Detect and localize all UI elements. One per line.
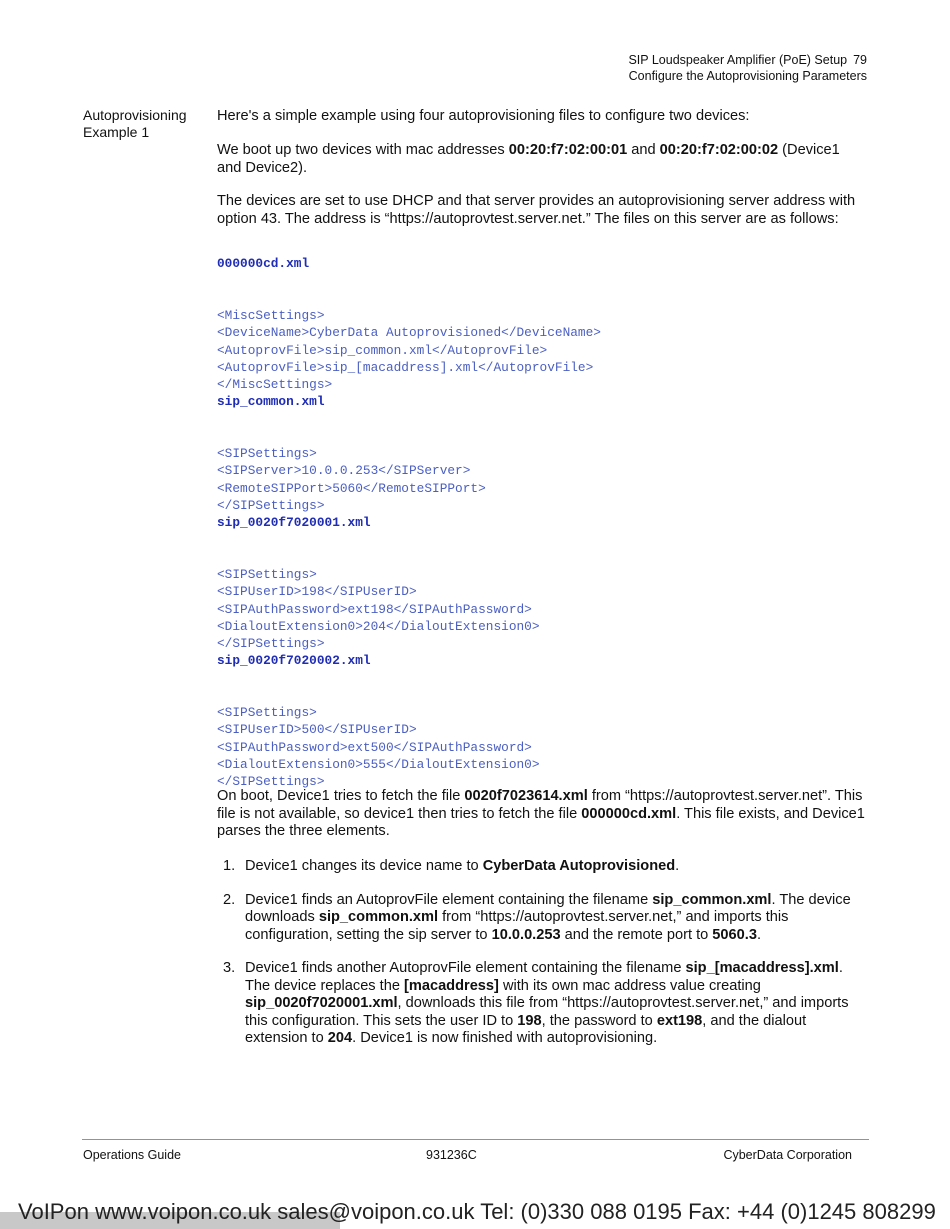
code-line: <SIPAuthPassword>ext500</SIPAuthPassword> (217, 739, 532, 755)
boot-text-pre: We boot up two devices with mac addresses (217, 142, 509, 158)
code-line: <SIPSettings> (217, 567, 317, 583)
step-text-part: Device1 finds an AutoprovFile element containing the filename (245, 891, 653, 908)
intro-paragraph: Here's a simple example using four autoprovisioning files to configure two devices: (217, 108, 750, 124)
list-item (217, 892, 867, 945)
code-line: <DialoutExtension0>204</DialoutExtension0> (217, 618, 540, 634)
step-text-bold: ext198 (656, 1012, 703, 1029)
dhcp-paragraph: The devices are set to use DHCP and that server provides an autoprovisioning server address with option 43. The address is “https://autoprovtest.server.net.” The files on this server are as follows: (217, 193, 856, 227)
step-text-bold: sip_0020f7020001.xml (245, 995, 398, 1011)
onboot-text-1: On boot, Device1 tries to fetch the file (217, 788, 465, 804)
header-title: SIP Loudspeaker Amplifier (PoE) Setup (628, 53, 848, 67)
list-item (217, 858, 867, 876)
step-text-bold: sip_[macaddress].xml (685, 960, 839, 976)
file-name: sip_0020f7020001.xml (217, 515, 371, 530)
step-text-part: Device1 finds another AutoprovFile element containing the filename (245, 960, 686, 976)
step-text-part: . The device downloads (245, 891, 851, 925)
step-text-part: , and the dialout extension to (245, 1012, 807, 1046)
header-section-title: Configure the Autoprovisioning Parameters (628, 69, 867, 83)
code-line: <RemoteSIPPort>5060</RemoteSIPPort> (217, 480, 486, 496)
code-line: </SIPSettings> (217, 774, 325, 790)
step-number: 3. (223, 960, 236, 976)
step-text-part: . (675, 858, 680, 874)
mac-address-1: 00:20:f7:02:00:01 (508, 142, 628, 158)
file-name: sip_0020f7020002.xml (217, 653, 371, 668)
step-text-bold: 10.0.0.253 (491, 926, 561, 943)
footer-rule (82, 1139, 869, 1140)
mac-address-2: 00:20:f7:02:00:02 (659, 142, 779, 158)
step-text-part: and the remote port to (560, 926, 713, 943)
steps-list (217, 858, 867, 1064)
step-text-bold: 198 (517, 1012, 542, 1029)
file-name: 000000cd.xml (217, 256, 310, 271)
side-heading-line2: Example 1 (83, 124, 150, 140)
step-text-part: , the password to (541, 1012, 657, 1029)
step-number: 2. (223, 891, 236, 908)
list-item (217, 960, 867, 1048)
onboot-file-2: 000000cd.xml (581, 805, 677, 822)
code-line: <DialoutExtension0>555</DialoutExtension0> (217, 756, 540, 772)
code-line: <SIPSettings> (217, 705, 317, 721)
code-line: <MiscSettings> (217, 308, 325, 324)
step-text-part: from “https://autoprovtest.server.net,” and imports this configuration, setting the sip server to (245, 909, 789, 943)
step-text-part: . (756, 926, 761, 943)
watermark-text: VoIPon www.voipon.co.uk sales@voipon.co.uk Tel: (0)330 088 0195 Fax: +44 (0)1245 808299 (18, 1199, 936, 1224)
step-text-bold: sip_common.xml (318, 909, 439, 925)
step-number: 1. (223, 858, 236, 874)
side-heading (83, 107, 203, 141)
code-line: <AutoprovFile>sip_[macaddress].xml</AutoprovFile> (217, 359, 594, 375)
step-text (245, 960, 849, 1046)
page-number: 79 (853, 53, 867, 67)
step-text (245, 858, 679, 874)
boot-text-and: and (627, 142, 660, 158)
running-header (628, 53, 867, 67)
boot-text-post: (Device1 and Device2). (217, 142, 840, 176)
onboot-text-3: . This file exists, and Device1 parses the three elements. (217, 805, 865, 839)
code-line: <SIPUserID>500</SIPUserID> (217, 722, 417, 738)
step-text-bold: 204 (327, 1030, 353, 1046)
step-text-bold: sip_common.xml (652, 891, 772, 908)
step-text-bold: [macaddress] (404, 977, 499, 994)
step-text-part: . Device1 is now finished with autoprovisioning. (352, 1030, 658, 1046)
footer-right: CyberData Corporation (723, 1148, 852, 1162)
code-line: </SIPSettings> (217, 497, 325, 513)
footer-center: 931236C (426, 1148, 477, 1162)
side-heading-line1: Autoprovisioning (83, 107, 187, 123)
code-line: <DeviceName>CyberData Autoprovisioned</DeviceName> (217, 325, 601, 341)
step-text (245, 892, 851, 943)
code-line: <SIPServer>10.0.0.253</SIPServer> (217, 463, 471, 479)
code-line: <AutoprovFile>sip_common.xml</AutoprovFile> (217, 342, 548, 358)
code-line: </SIPSettings> (217, 636, 325, 652)
step-text-part: Device1 changes its device name to (245, 858, 483, 874)
code-line: <SIPSettings> (217, 446, 317, 462)
step-text-bold: 5060.3 (712, 926, 757, 943)
step-text-part: , downloads this file from “https://autoprovtest.server.net,” and imports this configuration. This sets the user ID to (245, 995, 849, 1029)
step-text-part: . The device replaces the (245, 960, 843, 994)
step-text-bold: CyberData Autoprovisioned (482, 858, 676, 874)
code-line: <SIPUserID>198</SIPUserID> (217, 584, 417, 600)
step-text-part: with its own mac address value creating (498, 977, 761, 994)
onboot-text-2: from “https://autoprovtest.server.net”. This file is not available, so device1 then tries to fetch the file (217, 788, 863, 822)
file-name: sip_common.xml (217, 394, 325, 409)
onboot-file-1: 0020f7023614.xml (464, 788, 588, 804)
footer-left: Operations Guide (83, 1148, 181, 1162)
onboot-paragraph (217, 788, 867, 841)
code-line: </MiscSettings> (217, 377, 333, 393)
boot-paragraph (217, 142, 867, 177)
code-line: <SIPAuthPassword>ext198</SIPAuthPassword> (217, 601, 532, 617)
